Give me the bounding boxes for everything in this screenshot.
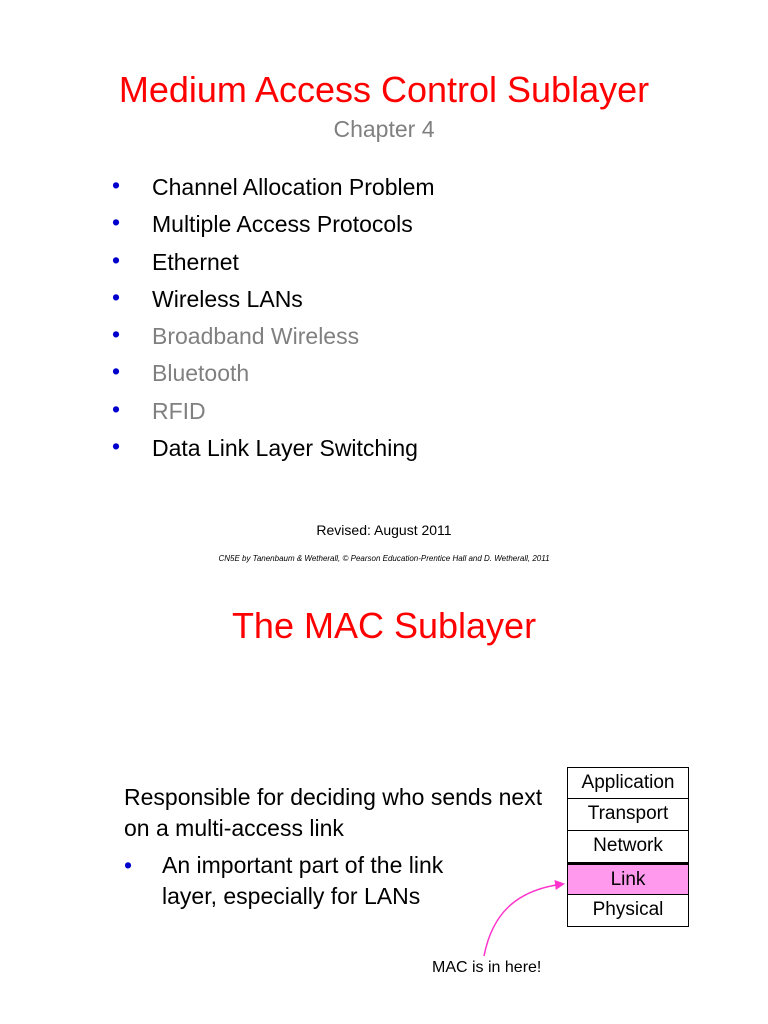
bullet-icon: •: [112, 246, 121, 273]
layer-network: Network: [567, 831, 689, 863]
bullet-icon: •: [112, 395, 121, 422]
layer-link: Link: [567, 863, 689, 895]
list-item-label: Data Link Layer Switching: [152, 435, 418, 462]
slide1-subtitle: Chapter 4: [333, 116, 435, 142]
copyright-notice: CN5E by Tanenbaum & Wetherall, © Pearson Education-Prentice Hall and D. Wetherall, 2011: [218, 554, 550, 563]
list-item-label: Wireless LANs: [152, 285, 303, 312]
list-item-label: Multiple Access Protocols: [152, 211, 413, 238]
slide1-title: Medium Access Control Sublayer: [118, 69, 650, 110]
list-item-label: Bluetooth: [152, 360, 250, 387]
list-item-label: Broadband Wireless: [152, 323, 360, 350]
list-item-label: Channel Allocation Problem: [152, 174, 435, 200]
layer-physical: Physical: [567, 895, 689, 927]
slide2-title: The MAC Sublayer: [231, 605, 537, 646]
bullet-icon: •: [112, 209, 121, 236]
slide2-description: Responsible for deciding who sends next on a multi-access link: [124, 784, 543, 841]
list-item-label: RFID: [152, 397, 206, 424]
bullet-icon: •: [112, 283, 121, 310]
layer-transport: Transport: [567, 799, 689, 831]
mac-callout-label: MAC is in here!: [432, 959, 542, 976]
bullet-icon: •: [112, 358, 121, 385]
bullet-icon: •: [112, 172, 121, 198]
revised-date: Revised: August 2011: [316, 522, 452, 538]
slide2-bullet-text: An important part of the link layer, especially for LANs: [162, 852, 444, 909]
bullet-icon: •: [124, 852, 133, 878]
layer-application: Application: [567, 767, 689, 799]
bullet-icon: •: [112, 433, 121, 460]
bullet-icon: •: [112, 321, 121, 348]
list-item-label: Ethernet: [152, 248, 239, 275]
